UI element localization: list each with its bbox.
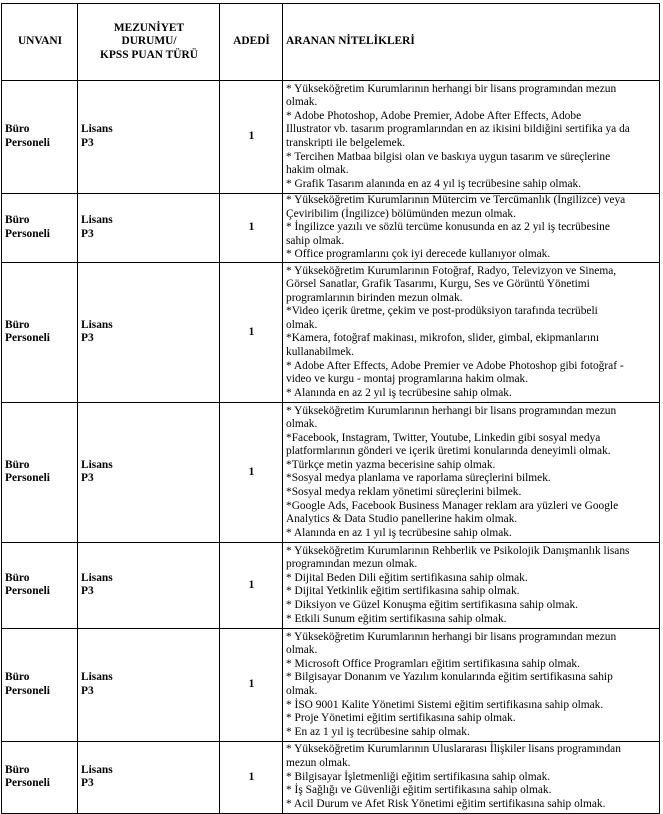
cell-adet: 1 [220,402,283,542]
qualification-line: * En az 1 yıl iş tecrübesine sahip olmak. [286,725,470,738]
qualification-line: * Dijital Yetkinlik eğitim sertifikasına sahip olmak. [286,585,520,598]
mezuniyet-line: P3 [81,585,94,598]
qualification-line: * İngilizce yazılı ve sözlü tercüme konusunda en az 2 yıl iş tecrübesine [286,221,610,234]
table-body [2,81,660,814]
table-row [2,741,660,813]
qualification-line: * Yükseköğretim Kurumlarının herhangi bir lisans programından mezun [286,82,617,95]
cell-unvan [2,194,78,263]
unvan-line: Büro [5,123,30,136]
unvan-line: Büro [5,318,30,331]
cell-unvan [2,628,78,741]
cell-nitelikler [283,194,660,263]
qualification-line: olmak. [286,318,318,331]
cell-nitelikler [283,262,660,402]
table-row [2,81,660,194]
qualification-line: * Microsoft Office Programları eğitim sertifikasına sahip olmak. [286,657,580,670]
qualification-line: olmak. [286,418,318,431]
mezuniyet-line: Lisans [81,123,113,136]
mezuniyet-line: P3 [81,684,94,697]
qualification-line: * Yükseköğretim Kurumlarının Rehberlik ve Psikolojik Danışmanlık lisans [286,544,630,557]
qualification-line: * İş Sağlığı ve Güvenliği eğitim sertifikasına sahip olmak. [286,784,552,797]
mezuniyet-line: Lisans [81,458,113,471]
cell-unvan [2,81,78,194]
qualification-line: * Etkili Sunum eğitim sertifikasına sahip olmak. [286,612,507,625]
table-row [2,542,660,628]
qualification-line: *Video içerik üretme, çekim ve post-prodüksiyon tarafında tecrübeli [286,305,598,318]
qualification-line: * Tercihen Matbaa bilgisi olan ve baskıya uygun tasarım ve süreçlerine [286,150,611,163]
qualification-line: *Türkçe metin yazma becerisine sahip olmak. [286,458,496,471]
qualification-line: * Alanında en az 2 yıl iş tecrübesine sahip olmak. [286,386,512,399]
qualification-line: Analytics & Data Studio panellerine hakim olmak. [286,513,518,526]
header-adet: ADEDİ [220,4,283,81]
mezuniyet-line: P3 [81,472,94,485]
mezuniyet-line: P3 [81,777,94,790]
cell-adet: 1 [220,741,283,813]
unvan-line: Büro [5,458,30,471]
mezuniyet-line: Lisans [81,214,113,227]
cell-mezuniyet [78,81,220,194]
qualification-line: * Alanında en az 1 yıl iş tecrübesine sahip olmak. [286,526,512,539]
qualification-line: * Yükseköğretim Kurumlarının herhangi bir lisans programından mezun [286,404,617,417]
qualification-line: olmak. [286,644,318,657]
cell-mezuniyet [78,628,220,741]
qualification-line: * Dijital Beden Dili eğitim sertifikasına sahip olmak. [286,571,528,584]
cell-nitelikler [283,628,660,741]
unvan-line: Personeli [5,777,50,790]
qualification-line: * Adobe After Effects, Adobe Premier ve Adobe Photoshop gibi fotoğraf - [286,359,624,372]
cell-mezuniyet [78,542,220,628]
header-aranan: ARANAN NİTELİKLERİ [283,4,660,81]
unvan-line: Personeli [5,585,50,598]
table-row [2,262,660,402]
qualification-line: *Google Ads, Facebook Business Manager reklam ara yüzleri ve Google [286,499,619,512]
qualification-line: * Yükseköğretim Kurumlarının Fotoğraf, Radyo, Televizyon ve Sinema, [286,264,617,277]
qualification-line: hakim olmak. [286,164,349,177]
header-mezuniyet [78,4,220,81]
qualification-line: * Proje Yönetimi eğitim sertifikasına sahip olmak. [286,712,516,725]
qualification-line: kullanabilmek. [286,346,355,359]
cell-nitelikler [283,81,660,194]
unvan-line: Büro [5,671,30,684]
header-unvan: UNVANI [2,4,78,81]
mezuniyet-line: P3 [81,137,94,149]
qualification-line: * İSO 9001 Kalite Yönetimi Sistemi eğitim sertifikasına sahip olmak. [286,698,604,711]
mezuniyet-line: P3 [81,332,94,345]
mezuniyet-line: Lisans [81,318,113,331]
mezuniyet-line: P3 [81,227,94,240]
cell-unvan [2,741,78,813]
cell-unvan [2,402,78,542]
qualification-line: sahip olmak. [286,234,345,247]
cell-nitelikler [283,741,660,813]
cell-mezuniyet [78,262,220,402]
unvan-line: Personeli [5,332,50,345]
header-mezuniyet-line: KPSS PUAN TÜRÜ [100,48,198,61]
job-requirements-table [1,3,660,814]
qualification-line: * Office programlarını çok iyi derecede kullanıyor olmak. [286,248,551,261]
cell-adet: 1 [220,194,283,263]
qualification-line: * Bilgisayar Donanım ve Yazılım konularında eğitim sertifikasına sahip [286,671,613,684]
qualification-line: *Kamera, fotoğraf makinası, mikrofon, slider, gimbal, ekipmanlarını [286,332,600,345]
qualification-line: Görsel Sanatlar, Grafik Tasarımı, Kurgu, Ses ve Görüntü Yönetimi [286,278,590,291]
table-row [2,402,660,542]
qualification-line: * Bilgisayar İşletmenliği eğitim sertifikasına sahip olmak. [286,770,551,783]
header-row [2,4,660,81]
qualification-line: platformlarının gönderi ve içerik üretimi konularında deneyimli olmak. [286,445,611,458]
qualification-line: transkripti ile belgelemek. [286,137,406,149]
mezuniyet-line: Lisans [81,763,113,776]
qualification-line: *Facebook, Instagram, Twitter, Youtube, Linkedin gibi sosyal medya [286,431,601,444]
unvan-line: Personeli [5,137,50,149]
qualification-line: Illustrator vb. tasarım programlarından en az ikisini bildiğini sertifika ya da [286,123,630,136]
qualification-line: olmak. [286,684,318,697]
qualification-line: * Adobe Photoshop, Adobe Premier, Adobe After Effects, Adobe [286,109,582,122]
qualification-line: * Yükseköğretim Kurumlarının herhangi bir lisans programından mezun [286,630,617,643]
cell-mezuniyet [78,741,220,813]
unvan-line: Büro [5,763,30,776]
qualification-line: *Sosyal medya planlama ve raporlama süreçlerini bilmek. [286,472,551,485]
header-mezuniyet-line: DURUMU/ [121,35,177,48]
mezuniyet-line: Lisans [81,671,113,684]
qualification-line: * Acil Durum ve Afet Risk Yönetimi eğitim sertifikasına sahip olmak. [286,797,606,810]
cell-nitelikler [283,402,660,542]
qualification-line: mezun olmak. [286,757,351,770]
qualification-line: programlarının birinden mezun olmak. [286,291,463,304]
table-row [2,194,660,263]
qualification-line: programından mezun olmak. [286,558,418,571]
unvan-line: Büro [5,214,30,227]
cell-unvan [2,542,78,628]
unvan-line: Personeli [5,684,50,697]
cell-unvan [2,262,78,402]
mezuniyet-line: Lisans [81,571,113,584]
header-mezuniyet-line: MEZUNİYET [113,21,185,34]
qualification-line: Çeviribilim (İngilizce) bölümünden mezun olmak. [286,207,516,220]
cell-adet: 1 [220,81,283,194]
cell-nitelikler [283,542,660,628]
cell-adet: 1 [220,262,283,402]
cell-adet: 1 [220,542,283,628]
qualification-line: * Yükseköğretim Kurumlarının Mütercim ve Tercümanlık (İngilizce) veya [286,194,626,206]
table-row [2,628,660,741]
qualification-line: * Yükseköğretim Kurumlarının Uluslararası İlişkiler lisans programından [286,743,621,756]
qualification-line: olmak. [286,96,318,109]
unvan-line: Personeli [5,227,50,240]
cell-mezuniyet [78,402,220,542]
unvan-line: Büro [5,571,30,584]
qualification-line: video ve kurgu - montaj programlarına hakim olmak. [286,373,529,386]
cell-mezuniyet [78,194,220,263]
qualification-line: *Sosyal medya reklam yönetimi süreçlerini bilmek. [286,486,522,499]
unvan-line: Personeli [5,472,50,485]
cell-adet: 1 [220,628,283,741]
qualification-line: * Diksiyon ve Güzel Konuşma eğitim sertifikasına sahip olmak. [286,599,578,612]
qualification-line: * Grafik Tasarım alanında en az 4 yıl iş tecrübesine sahip olmak. [286,177,582,190]
